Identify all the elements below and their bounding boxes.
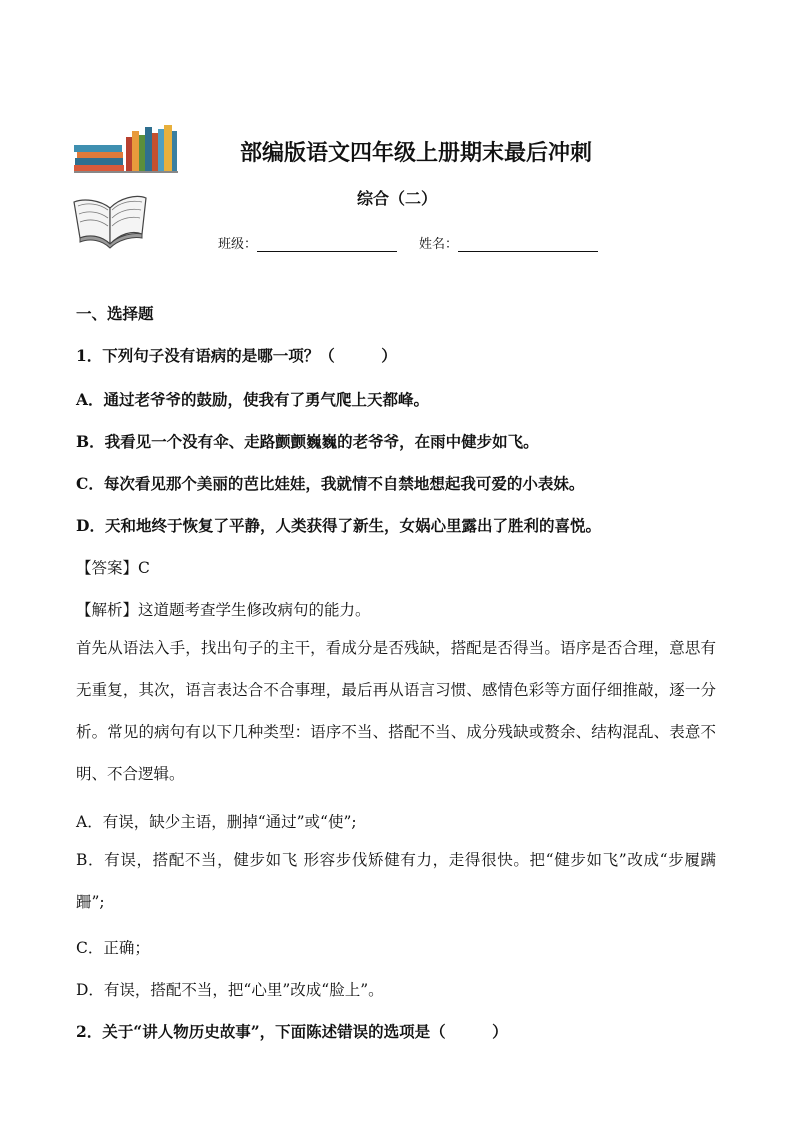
document-title: 部编版语文四年级上册期末最后冲刺: [239, 140, 592, 166]
q1-explain-c: C．正确；: [76, 939, 150, 957]
name-field[interactable]: [458, 235, 598, 252]
answer-value: C: [138, 559, 150, 577]
document-subtitle: 综合（二）: [356, 189, 437, 208]
name-label: 姓名：: [419, 237, 459, 252]
q1-option-b: B．我看见一个没有伞、走路颤颤巍巍的老爷爷，在雨中健步如飞。: [76, 432, 539, 451]
q1-option-d: D．天和地终于恢复了平静，人类获得了新生，女娲心里露出了胜利的喜悦。: [76, 516, 601, 535]
q1-explain-a: A．有误，缺少主语，删掉“通过”或“使”;: [76, 813, 357, 831]
question-2-stem: 2．关于“讲人物历史故事”，下面陈述错误的选项是（ ）: [76, 1022, 508, 1041]
q1-explain-b: B．有误，搭配不当，健步如飞 形容步伐矫健有力，走得很快。把“健步如飞”改成“步履蹒跚”;: [76, 851, 716, 911]
student-info-fields: [218, 233, 598, 252]
q1-option-c: C．每次看见那个美丽的芭比娃娃，我就情不自禁地想起我可爱的小表妹。: [76, 474, 585, 493]
question-1-stem: 1．下列句子没有语病的是哪一项？（ ）: [76, 346, 397, 365]
analysis-intro: 这道题考查学生修改病句的能力。: [138, 601, 371, 619]
section-heading: 一、选择题: [76, 304, 154, 323]
q1-answer: [76, 556, 150, 578]
analysis-label: 【解析】: [76, 601, 139, 619]
class-field[interactable]: [257, 235, 397, 252]
answer-label: 【答案】: [76, 559, 139, 577]
q1-explain-d: D．有误，搭配不当，把“心里”改成“脸上”。: [76, 981, 384, 999]
q1-analysis-body: 首先从语法入手，找出句子的主干，看成分是否残缺，搭配是否得当。语序是否合理，意思有无重复，其次，语言表达合不合事理，最后再从语言习惯、感情色彩等方面仔细推敲，逐一分析。常见的病句有以下几种类型：语序不当、搭配不当、成分残缺或赘余、结构混乱、表意不明、不合逻辑。: [76, 639, 716, 783]
q1-option-a: A．通过老爷爷的鼓励，使我有了勇气爬上天都峰。: [76, 390, 430, 409]
q1-analysis-intro: [76, 598, 371, 620]
class-label: 班级：: [218, 237, 258, 252]
